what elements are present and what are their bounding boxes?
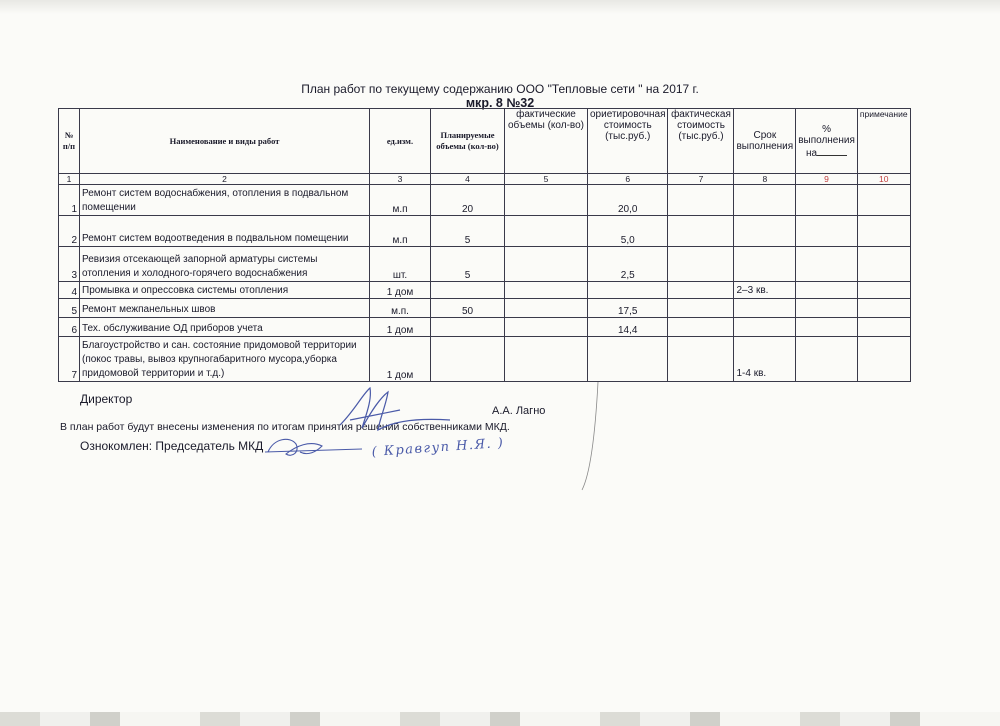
cell-name: Ремонт систем водоотведения в подвальном помещении [80,216,370,247]
header-deadline: Срок выполнения [734,109,796,174]
plan-change-note: В план работ будут внесены изменения по итогам принятия решений собственниками МКД. [60,421,510,433]
cell-name: Тех. обслуживание ОД приборов учета [80,318,370,337]
header-note: примечание [857,109,910,174]
cell-planned: 5 [431,216,505,247]
cell-no: 7 [59,337,80,382]
col-number: 9 [796,174,858,185]
cell-no: 5 [59,299,80,318]
col-number: 3 [370,174,431,185]
header-percent-on: на [805,147,818,159]
cell-unit: м.п [370,185,431,216]
cell-estimate: 5,0 [588,216,668,247]
director-signature [340,388,450,430]
cell-name: Промывка и опрессовка системы отопления [80,282,370,299]
col-number: 7 [668,174,734,185]
header-estimate: ориетировочная стоимость (тыс.руб.) [588,109,668,174]
cell-unit: 1 дом [370,318,431,337]
cell-name: Ремонт межпанельных швов [80,299,370,318]
document-title: План работ по текущему содержанию ООО "Тепловые сети " на 2017 г. [301,82,699,96]
cell-no: 2 [59,216,80,247]
header-no: № п/п [59,109,80,174]
cell-planned: 50 [431,299,505,318]
cell-unit: шт. [370,247,431,282]
cell-unit: 1 дом [370,282,431,299]
cell-no: 4 [59,282,80,299]
header-actual: фактические объемы (кол-во) [505,109,588,174]
cell-name: Ремонт систем водоснабжения, отопления в подвальном помещении [80,185,370,216]
cell-estimate: 14,4 [588,318,668,337]
col-number: 2 [80,174,370,185]
cell-estimate: 2,5 [588,247,668,282]
col-number: 10 [857,174,910,185]
cell-planned: 20 [431,185,505,216]
col-number: 5 [505,174,588,185]
cell-deadline: 1-4 кв. [734,337,796,382]
cell-unit: м.п. [370,299,431,318]
director-label: Директор [80,392,133,406]
cell-name: Благоустройство и сан. состояние придомовой территории (покос травы, вывоз крупногабаритного мусора,уборка придомовой территории и т.д.) [80,337,370,382]
col-number: 4 [431,174,505,185]
header-percent-label: % выполнения [798,123,855,146]
director-name: А.А. Лагно [492,405,546,417]
cell-estimate: 17,5 [588,299,668,318]
cell-no: 1 [59,185,80,216]
cell-deadline: 2–3 кв. [734,282,796,299]
col-number: 6 [588,174,668,185]
handwritten-chairman-name: ( Кравгуп Н.Я. ) [371,435,505,460]
cell-no: 6 [59,318,80,337]
header-name: Наименование и виды работ [80,109,370,174]
cell-no: 3 [59,247,80,282]
scan-edge-bottom [0,712,1000,726]
col-number: 8 [734,174,796,185]
cell-planned: 5 [431,247,505,282]
chairman-signature [265,439,362,455]
cell-unit: 1 дом [370,337,431,382]
header-actual-cost: фактическая стоимость (тыс.руб.) [668,109,734,174]
cell-estimate: 20,0 [588,185,668,216]
col-number: 1 [59,174,80,185]
cell-unit: м.п [370,216,431,247]
acquainted-line: Ознокомлен: Председатель МКД [80,439,264,453]
header-unit: ед.изм. [370,109,431,174]
cell-name: Ревизия отсекающей запорной арматуры системы отопления и холодного-горячего водоснабжения [80,247,370,282]
pen-stroke-mark [582,382,598,490]
header-planned: Планируемые объемы (кол-во) [431,109,505,174]
document-subtitle: мкр. 8 №32 [465,96,535,110]
